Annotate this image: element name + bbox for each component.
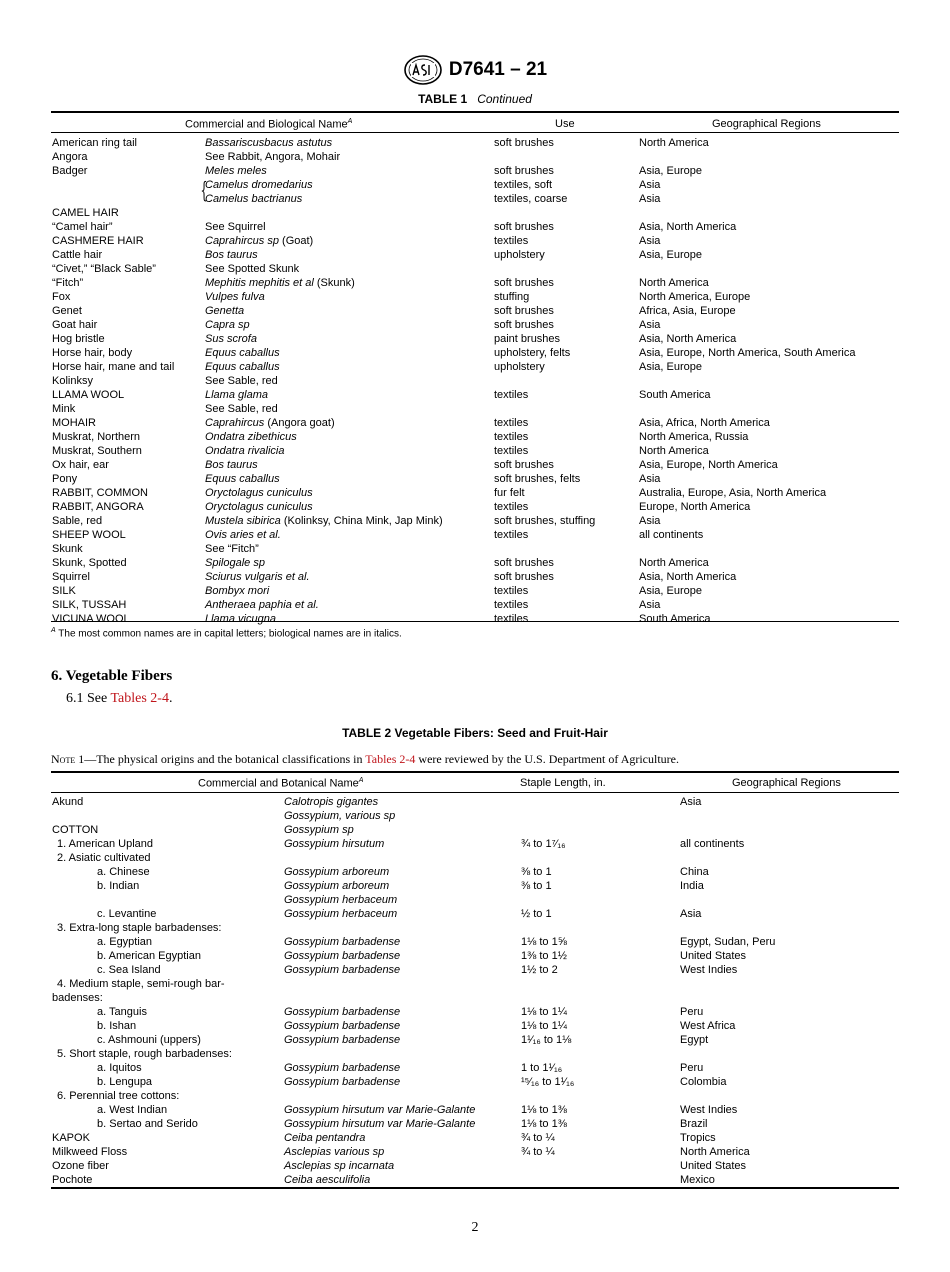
cell-staple-length: 1⅛ to 1¼	[521, 1006, 567, 1018]
table2-row	[0, 823, 950, 837]
cell-region: Asia, Europe	[639, 361, 702, 373]
cell-biological: Bos taurus	[205, 249, 258, 261]
table2-bottom-rule	[51, 1187, 899, 1189]
cell-region: South America	[639, 613, 711, 625]
cell-biological: Spilogale sp	[205, 557, 265, 569]
cell-region: North America	[639, 557, 709, 569]
table1-row	[0, 248, 950, 262]
cell-botanical: Gossypium hirsutum var Marie-Galante	[284, 1118, 476, 1130]
cell-name: SILK, TUSSAH	[52, 599, 127, 611]
cell-region: Brazil	[680, 1118, 708, 1130]
table1-row	[0, 290, 950, 304]
cell-staple-length: ¾ to ¼	[521, 1132, 555, 1144]
table2-row	[0, 851, 950, 865]
cell-region: Australia, Europe, Asia, North America	[639, 487, 827, 499]
table2-row	[0, 921, 950, 935]
cell-region: Asia, North America	[639, 221, 737, 233]
cell-use: textiles	[494, 235, 529, 247]
table1-row	[0, 542, 950, 556]
cell-name: Muskrat, Northern	[52, 431, 141, 443]
cell-region: Colombia	[680, 1076, 727, 1088]
cell-name: Skunk, Spotted	[52, 557, 127, 569]
cell-name: Ox hair, ear	[52, 459, 109, 471]
cell-name: “Camel hair”	[52, 221, 113, 233]
cell-region: Asia, Europe, North America, South America	[639, 347, 856, 359]
cell-biological: See Spotted Skunk	[205, 263, 300, 275]
cell-region: Asia	[680, 908, 702, 920]
cell-biological: Genetta	[205, 305, 245, 317]
cell-name: Mink	[52, 403, 76, 415]
cell-region: North America	[639, 137, 709, 149]
table2-row	[0, 1047, 950, 1061]
cell-staple-length: ⅜ to 1	[521, 880, 552, 892]
table2-body	[0, 795, 950, 1187]
cell-name: Skunk	[52, 543, 83, 555]
cell-region: West Indies	[680, 1104, 738, 1116]
cell-use: textiles	[494, 417, 529, 429]
cell-biological: Llama glama	[205, 389, 268, 401]
cell-use: soft brushes	[494, 221, 554, 233]
cell-biological: Llama vicugna	[205, 613, 276, 625]
cell-biological: See Squirrel	[205, 221, 266, 233]
cell-name: Goat hair	[52, 319, 98, 331]
cell-name: KAPOK	[52, 1132, 90, 1144]
cell-biological: Sciurus vulgaris et al.	[205, 571, 310, 583]
table1-header-name: Commercial and Biological Name$^A$	[185, 118, 353, 131]
cell-biological: Ovis aries et al.	[205, 529, 281, 541]
cell-staple-length: 1⅛ to 1⅜	[521, 1104, 567, 1116]
cell-biological: Bassariscusbacus astutus	[205, 137, 333, 149]
cell-region: India	[680, 880, 704, 892]
cell-region: Peru	[680, 1006, 704, 1018]
cell-botanical: Gossypium barbadense	[284, 950, 401, 962]
cell-biological: Sus scrofa	[205, 333, 257, 345]
cell-region: United States	[680, 950, 747, 962]
table1-row	[0, 360, 950, 374]
cell-botanical: Gossypium, various sp	[284, 810, 396, 822]
cell-botanical: Gossypium barbadense	[284, 936, 401, 948]
table1-row	[0, 192, 950, 206]
cell-botanical: Gossypium herbaceum	[284, 894, 398, 906]
cell-name: Muskrat, Southern	[52, 445, 142, 457]
cell-region: Asia, North America	[639, 571, 737, 583]
cell-region: Asia, Europe, North America	[639, 459, 778, 471]
cell-use: soft brushes, felts	[494, 473, 581, 485]
cell-region: Peru	[680, 1062, 704, 1074]
cell-botanical: Gossypium hirsutum var Marie-Galante	[284, 1104, 476, 1116]
table2-caption: TABLE 2 Vegetable Fibers: Seed and Fruit-Hair	[342, 726, 608, 740]
cell-name: Horse hair, mane and tail	[52, 361, 175, 373]
table2-header-length: Staple Length, in.	[520, 777, 606, 789]
table1-row	[0, 444, 950, 458]
table1-row	[0, 276, 950, 290]
cell-region: Asia, Africa, North America	[639, 417, 770, 429]
cell-region: North America	[639, 445, 709, 457]
cell-staple-length: ⅜ to 1	[521, 866, 552, 878]
cell-biological: Antheraea paphia et al.	[205, 599, 319, 611]
cell-name: Cattle hair	[52, 249, 103, 261]
table1-row	[0, 220, 950, 234]
cell-botanical: Asclepias sp incarnata	[284, 1160, 395, 1172]
table1-row	[0, 486, 950, 500]
cell-use: textiles	[494, 585, 529, 597]
table2-row	[0, 935, 950, 949]
cell-name: Pochote	[52, 1174, 93, 1186]
cell-staple-length: 1½ to 2	[521, 964, 558, 976]
tables-link[interactable]: Tables 2-4	[110, 691, 169, 706]
cell-biological: Oryctolagus cuniculus	[205, 501, 313, 513]
note-tables-link[interactable]: Tables 2-4	[365, 752, 416, 766]
cell-name: Genet	[52, 305, 82, 317]
cell-botanical: Ceiba pentandra	[284, 1132, 366, 1144]
cell-name: b. Lengupa	[97, 1076, 153, 1088]
cell-name: a. West Indian	[97, 1104, 168, 1116]
table1-bottom-rule	[51, 621, 899, 622]
table1-footnote: $^A$ The most common names are in capital letters; biological names are in italics.	[51, 627, 402, 640]
cell-biological: Ondatra zibethicus	[205, 431, 297, 443]
brace-symbol: {	[200, 179, 208, 204]
table1-row	[0, 164, 950, 178]
cell-region: Africa, Asia, Europe	[639, 305, 736, 317]
cell-name: Hog bristle	[52, 333, 105, 345]
table1-row	[0, 304, 950, 318]
table2-top-rule	[51, 771, 899, 773]
cell-name: c. Ashmouni (uppers)	[97, 1034, 201, 1046]
cell-name: b. American Egyptian	[97, 950, 201, 962]
cell-botanical: Gossypium barbadense	[284, 1034, 401, 1046]
cell-region: North America	[680, 1146, 750, 1158]
cell-name: a. Tanguis	[97, 1006, 147, 1018]
cell-name: “Fitch”	[52, 277, 84, 289]
table1-row	[0, 612, 950, 626]
table2-row	[0, 1173, 950, 1187]
cell-name: Akund	[52, 796, 84, 808]
cell-biological: Bos taurus	[205, 459, 258, 471]
cell-region: Asia	[639, 319, 661, 331]
cell-biological: Ondatra rivalicia	[205, 445, 285, 457]
cell-name: 3. Extra-long staple barbadenses:	[57, 922, 222, 934]
cell-name: LLAMA WOOL	[52, 389, 125, 401]
astm-logo-icon	[403, 54, 443, 86]
table2-row	[0, 1145, 950, 1159]
table2-row	[0, 1033, 950, 1047]
section-heading: 6. Vegetable Fibers	[51, 668, 173, 684]
cell-botanical: Asclepias various sp	[284, 1146, 385, 1158]
cell-region: Asia	[639, 515, 661, 527]
cell-biological: Vulpes fulva	[205, 291, 265, 303]
cell-biological: Camelus bactrianus	[205, 193, 303, 205]
cell-biological: Equus caballus	[205, 347, 280, 359]
cell-region: Egypt, Sudan, Peru	[680, 936, 776, 948]
cell-use: upholstery	[494, 249, 545, 261]
cell-name: a. Iquitos	[97, 1062, 142, 1074]
cell-use: fur felt	[494, 487, 525, 499]
table2-row	[0, 1019, 950, 1033]
cell-region: Asia, North America	[639, 333, 737, 345]
table1-row	[0, 388, 950, 402]
cell-use: soft brushes	[494, 459, 554, 471]
cell-use: soft brushes	[494, 137, 554, 149]
cell-use: textiles	[494, 599, 529, 611]
table2-row	[0, 949, 950, 963]
table1-row	[0, 262, 950, 276]
table2-row	[0, 1061, 950, 1075]
table1-row	[0, 430, 950, 444]
table1-row	[0, 346, 950, 360]
cell-botanical: Gossypium arboreum	[284, 866, 390, 878]
cell-biological: Caprahircus (Angora goat)	[205, 417, 335, 429]
table1-top-rule	[51, 111, 899, 113]
table2-row	[0, 963, 950, 977]
cell-region: Egypt	[680, 1034, 709, 1046]
table2-row	[0, 865, 950, 879]
cell-name: SHEEP WOOL	[52, 529, 126, 541]
cell-use: textiles, coarse	[494, 193, 568, 205]
cell-use: textiles	[494, 445, 529, 457]
table2-row	[0, 1005, 950, 1019]
cell-botanical: Gossypium sp	[284, 824, 354, 836]
cell-use: textiles	[494, 501, 529, 513]
table2-note: Note 1—The physical origins and the botanical classifications in Tables 2-4 were reviewed by the U.S. Department of Agriculture.	[51, 752, 679, 766]
cell-staple-length: ¹⁵⁄₁₆ to 1¹⁄₁₆	[521, 1076, 575, 1088]
cell-staple-length: 1 to 1¹⁄₁₆	[521, 1062, 563, 1074]
cell-biological: Capra sp	[205, 319, 250, 331]
cell-botanical: Gossypium herbaceum	[284, 908, 398, 920]
cell-biological: See Rabbit, Angora, Mohair	[205, 151, 341, 163]
table2-header-region: Geographical Regions	[732, 777, 841, 789]
cell-botanical: Gossypium barbadense	[284, 1062, 401, 1074]
cell-botanical: Gossypium barbadense	[284, 1020, 401, 1032]
cell-staple-length: 1⅛ to 1⅝	[521, 936, 567, 948]
cell-botanical: Gossypium arboreum	[284, 880, 390, 892]
table2-header-name: Commercial and Botanical Name$^A$	[198, 777, 364, 790]
cell-region: Asia	[680, 796, 702, 808]
cell-biological: Caprahircus sp (Goat)	[205, 235, 314, 247]
table1-row	[0, 136, 950, 150]
cell-name: Horse hair, body	[52, 347, 133, 359]
cell-region: Asia, Europe	[639, 165, 702, 177]
table1-row	[0, 514, 950, 528]
table1-row	[0, 318, 950, 332]
cell-botanical: Gossypium barbadense	[284, 964, 401, 976]
table2-row	[0, 1103, 950, 1117]
cell-name: c. Sea Island	[97, 964, 161, 976]
cell-name: b. Sertao and Serido	[97, 1118, 198, 1130]
cell-use: textiles	[494, 529, 529, 541]
table1-row	[0, 150, 950, 164]
document-header	[0, 52, 950, 88]
cell-name: Pony	[52, 473, 78, 485]
table1-row	[0, 416, 950, 430]
table2-row	[0, 977, 950, 991]
cell-region: Asia	[639, 473, 661, 485]
section-paragraph: 6.1 See Tables 2-4.	[66, 691, 173, 706]
table1-row	[0, 178, 950, 192]
cell-botanical: Ceiba aesculifolia	[284, 1174, 371, 1186]
cell-botanical: Gossypium barbadense	[284, 1006, 401, 1018]
cell-use: textiles	[494, 613, 529, 625]
cell-biological: See Sable, red	[205, 403, 278, 415]
table1-header-use: Use	[555, 118, 575, 130]
table2-row	[0, 809, 950, 823]
table1-row	[0, 570, 950, 584]
cell-name: CASHMERE HAIR	[52, 235, 144, 247]
table1-row	[0, 206, 950, 220]
table1-row	[0, 234, 950, 248]
cell-use: upholstery	[494, 361, 545, 373]
table2-row	[0, 907, 950, 921]
cell-botanical: Calotropis gigantes	[284, 796, 379, 808]
cell-name: b. Indian	[97, 880, 140, 892]
cell-name: Squirrel	[52, 571, 90, 583]
table1-row	[0, 598, 950, 612]
cell-region: Asia, Europe	[639, 585, 702, 597]
cell-biological: Meles meles	[205, 165, 267, 177]
cell-biological: Bombyx mori	[205, 585, 270, 597]
cell-region: South America	[639, 389, 711, 401]
cell-biological: Camelus dromedarius	[205, 179, 313, 191]
table2-row	[0, 1131, 950, 1145]
cell-name: 4. Medium staple, semi-rough bar-	[57, 978, 225, 990]
table1-row	[0, 528, 950, 542]
table2-row	[0, 1089, 950, 1103]
cell-use: textiles, soft	[494, 179, 553, 191]
cell-use: soft brushes	[494, 571, 554, 583]
table1-row	[0, 402, 950, 416]
cell-name: COTTON	[52, 824, 99, 836]
cell-use: soft brushes	[494, 277, 554, 289]
cell-region: all continents	[680, 838, 745, 850]
cell-region: Asia	[639, 179, 661, 191]
cell-name: MOHAIR	[52, 417, 96, 429]
cell-biological: Equus caballus	[205, 473, 280, 485]
cell-staple-length: 1⅛ to 1¼	[521, 1020, 567, 1032]
cell-region: United States	[680, 1160, 747, 1172]
cell-name: Kolinksy	[52, 375, 93, 387]
table1-row	[0, 584, 950, 598]
cell-staple-length: ½ to 1	[521, 908, 552, 920]
table2-row	[0, 893, 950, 907]
cell-region: Asia	[639, 599, 661, 611]
cell-region: North America, Europe	[639, 291, 751, 303]
cell-region: Europe, North America	[639, 501, 751, 513]
table1-row	[0, 332, 950, 346]
cell-name: a. Egyptian	[97, 936, 153, 948]
cell-staple-length: ¾ to 1⁷⁄₁₆	[521, 838, 566, 850]
table2-row	[0, 1117, 950, 1131]
table1-header-region: Geographical Regions	[712, 118, 821, 130]
cell-name: 1. American Upland	[57, 838, 153, 850]
cell-region: Mexico	[680, 1174, 715, 1186]
cell-name: 6. Perennial tree cottons:	[57, 1090, 180, 1102]
cell-staple-length: ¾ to ¼	[521, 1146, 555, 1158]
cell-region: all continents	[639, 529, 704, 541]
cell-biological: Mephitis mephitis et al (Skunk)	[205, 277, 355, 289]
cell-name: c. Levantine	[97, 908, 157, 920]
cell-biological: Oryctolagus cuniculus	[205, 487, 313, 499]
cell-name: RABBIT, COMMON	[52, 487, 148, 499]
cell-name: RABBIT, ANGORA	[52, 501, 144, 513]
cell-staple-length: 1¹⁄₁₆ to 1⅛	[521, 1034, 572, 1046]
cell-name: Fox	[52, 291, 71, 303]
cell-name: Ozone fiber	[52, 1160, 109, 1172]
table1-row	[0, 458, 950, 472]
cell-region: North America, Russia	[639, 431, 749, 443]
cell-biological: Equus caballus	[205, 361, 280, 373]
cell-name: 5. Short staple, rough barbadenses:	[57, 1048, 232, 1060]
cell-name: b. Ishan	[97, 1020, 137, 1032]
table2-row	[0, 837, 950, 851]
cell-name: badenses:	[52, 992, 103, 1004]
cell-name: Sable, red	[52, 515, 103, 527]
cell-region: West Africa	[680, 1020, 736, 1032]
cell-biological: Mustela sibirica (Kolinksy, China Mink, Jap Mink)	[205, 515, 443, 527]
cell-name: SILK	[52, 585, 76, 597]
table1-row	[0, 500, 950, 514]
cell-region: China	[680, 866, 709, 878]
cell-name: “Civet,” “Black Sable”	[52, 263, 156, 275]
cell-region: Asia	[639, 193, 661, 205]
table2-row	[0, 879, 950, 893]
cell-botanical: Gossypium hirsutum	[284, 838, 385, 850]
cell-region: West Indies	[680, 964, 738, 976]
cell-name: a. Chinese	[97, 866, 150, 878]
table1-row	[0, 374, 950, 388]
cell-name: Badger	[52, 165, 88, 177]
cell-staple-length: 1⅛ to 1⅜	[521, 1118, 567, 1130]
designation: D7641 – 21	[448, 59, 548, 80]
cell-region: Asia, Europe	[639, 249, 702, 261]
cell-use: soft brushes, stuffing	[494, 515, 596, 527]
table2-row	[0, 1159, 950, 1173]
cell-use: paint brushes	[494, 333, 561, 345]
cell-name: American ring tail	[52, 137, 137, 149]
cell-use: textiles	[494, 431, 529, 443]
cell-botanical: Gossypium barbadense	[284, 1076, 401, 1088]
cell-use: soft brushes	[494, 557, 554, 569]
table1-body	[0, 136, 950, 626]
table1-row	[0, 556, 950, 570]
table1-row	[0, 472, 950, 486]
cell-region: Asia	[639, 235, 661, 247]
cell-region: Tropics	[680, 1132, 716, 1144]
page-number: 2	[471, 1220, 479, 1235]
cell-biological: See Sable, red	[205, 375, 278, 387]
cell-name: CAMEL HAIR	[52, 207, 119, 219]
cell-use: textiles	[494, 389, 529, 401]
table1-caption: TABLE 1 Continued	[418, 92, 532, 106]
cell-name: Milkweed Floss	[52, 1146, 128, 1158]
cell-use: soft brushes	[494, 305, 554, 317]
cell-use: upholstery, felts	[494, 347, 571, 359]
cell-region: North America	[639, 277, 709, 289]
table2-header-rule	[51, 792, 899, 793]
cell-name: VICUNA WOOL	[52, 613, 130, 625]
table2-row	[0, 795, 950, 809]
cell-use: stuffing	[494, 291, 530, 303]
cell-use: soft brushes	[494, 165, 554, 177]
table2-row	[0, 991, 950, 1005]
cell-name: 2. Asiatic cultivated	[57, 852, 151, 864]
cell-staple-length: 1⅜ to 1½	[521, 950, 567, 962]
cell-name: Angora	[52, 151, 88, 163]
table1-header-rule	[51, 132, 899, 133]
table2-row	[0, 1075, 950, 1089]
cell-use: soft brushes	[494, 319, 554, 331]
cell-biological: See “Fitch”	[205, 543, 259, 555]
